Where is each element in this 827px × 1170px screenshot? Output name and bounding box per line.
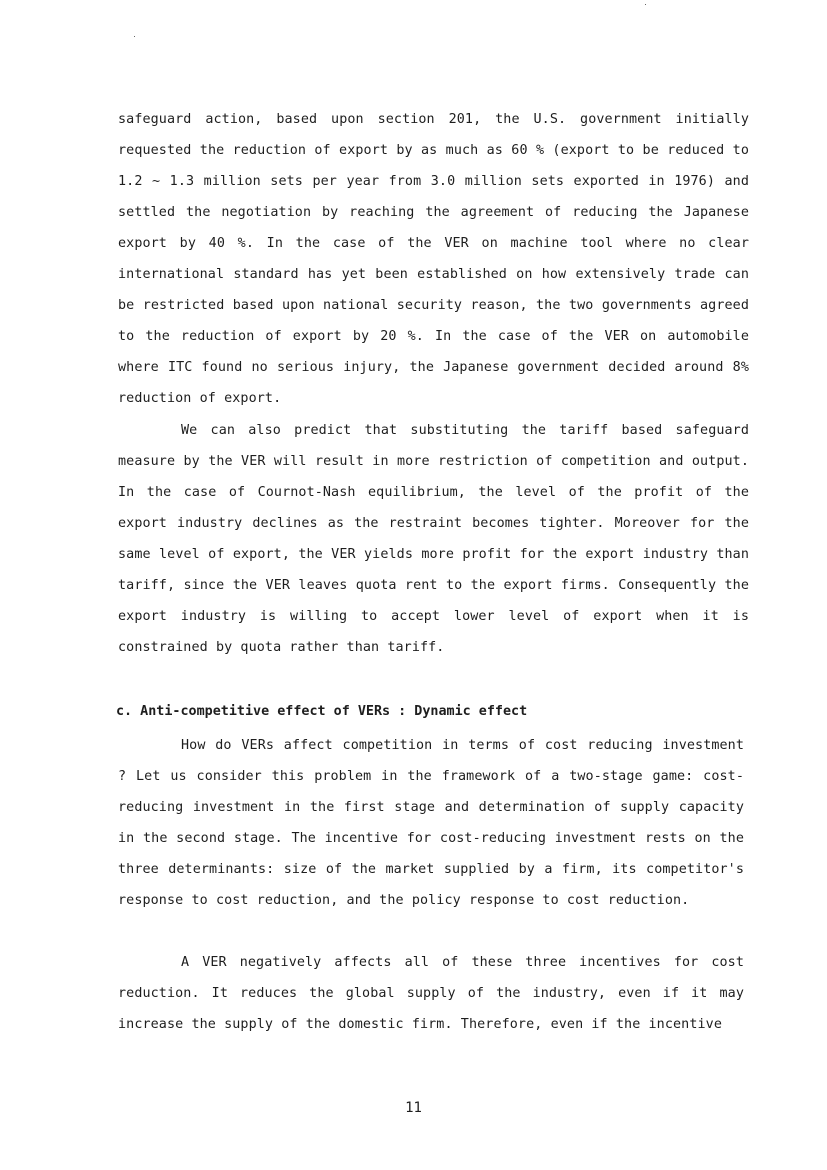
scan-speck — [134, 36, 135, 37]
scan-speck — [645, 4, 646, 5]
page-number: 11 — [405, 1100, 422, 1116]
paragraph-safeguard-action: safeguard action, based upon section 201, the U.S. government initially requested the reduction of export by as much as 60 % (export to be reduced to 1.2 ~ 1.3 million sets per year from 3.0 million sets exported in 1976) and settled the negotiation by reaching the agreement of reducing the Japanese export by 40 %. In the case of the VER on machine tool where no clear international standard has yet been established on how extensively trade can be restricted based upon national security reason, the two governments agreed to the reduction of export by 20 %. In the case of the VER on automobile where ITC found no serious injury, the Japanese government decided around 8% reduction of export. — [118, 112, 749, 406]
paragraph-ver-incentives: A VER negatively affects all of these three incentives for cost reduction. It reduces the global supply of the industry, even if it may increase the supply of the domestic firm. Therefore, even if the incentive — [118, 955, 744, 1032]
section-heading-dynamic-effect: c. Anti-competitive effect of VERs : Dynamic effect — [116, 704, 528, 719]
paragraph-cost-reducing-investment: How do VERs affect competition in terms of cost reducing investment ? Let us consider this problem in the framework of a two-stage game: cost-reducing investment in the first stage and determination of supply capacity in the second stage. The incentive for cost-reducing investment rests on the three determinants: size of the market supplied by a firm, its competitor's response to cost reduction, and the policy response to cost reduction. — [118, 738, 744, 908]
paragraph-tariff-substitution: We can also predict that substituting the tariff based safeguard measure by the VER will result in more restriction of competition and output. In the case of Cournot-Nash equilibrium, the level of the profit of the export industry declines as the restraint becomes tighter. Moreover for the same level of export, the VER yields more profit for the export industry than tariff, since the VER leaves quota rent to the export firms. Consequently the export industry is willing to accept lower level of export when it is constrained by quota rather than tariff. — [118, 423, 749, 655]
